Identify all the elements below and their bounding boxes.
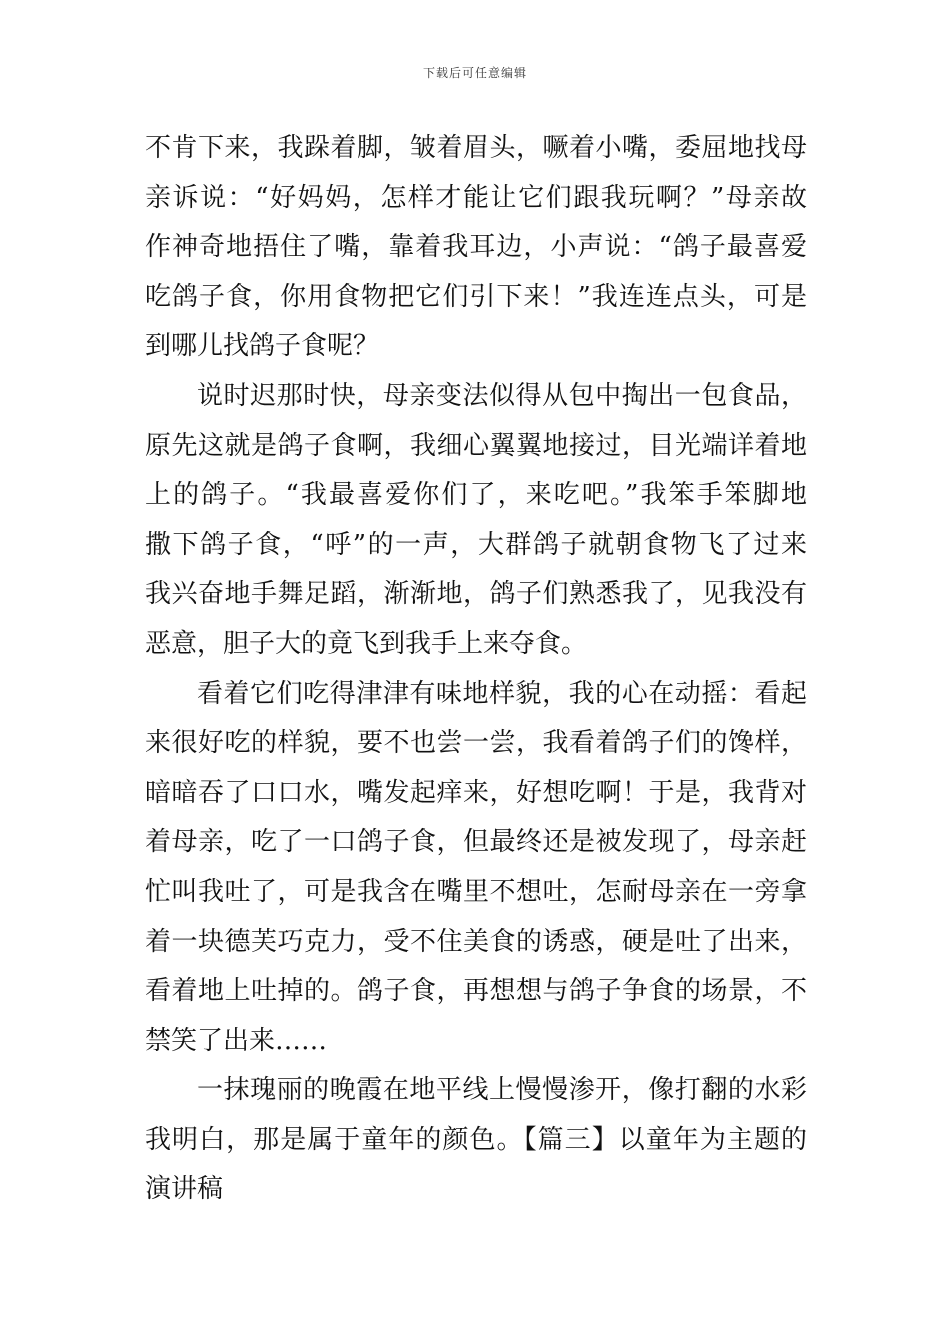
text-line: 原先这就是鸽子食啊，我细心翼翼地接过，目光端详着地: [145, 430, 807, 461]
document-body: [145, 124, 807, 1215]
text-line: 作神奇地捂住了嘴，靠着我耳边，小声说：“鸽子最喜爱: [145, 232, 807, 263]
text-line: 忙叫我吐了，可是我含在嘴里不想吐，怎耐母亲在一旁拿: [145, 876, 807, 907]
text-line: 来很好吃的样貌，要不也尝一尝，我看着鸽子们的馋样，: [145, 728, 807, 759]
page-header-note: 下载后可任意编辑: [422, 66, 527, 80]
paragraph: [145, 670, 807, 1067]
text-line: 着母亲，吃了一口鸽子食，但最终还是被发现了，母亲赶: [145, 827, 807, 858]
text-line: 说时迟那时快，母亲变法似得从包中掏出一包食品，: [197, 380, 807, 411]
text-line: 看着地上吐掉的。鸽子食，再想想与鸽子争食的场景，不: [145, 976, 807, 1007]
text-line: 我兴奋地手舞足蹈，渐渐地，鸽子们熟悉我了，见我没有: [145, 579, 807, 610]
text-line: 暗暗吞了口口水，嘴发起痒来，好想吃啊！于是，我背对: [145, 777, 807, 808]
text-line: 我明白，那是属于童年的颜色。【篇三】以童年为主题的: [145, 1124, 807, 1155]
text-line: 禁笑了出来……: [145, 1025, 328, 1056]
text-line: 吃鸽子食，你用食物把它们引下来！”我连连点头，可是: [145, 281, 807, 312]
text-line: 演讲稿: [145, 1174, 224, 1205]
text-line: 恶意，胆子大的竟飞到我手上来夺食。: [145, 628, 588, 659]
paragraph: [145, 372, 807, 670]
text-line: 撒下鸽子食，“呼”的一声，大群鸽子就朝食物飞了过来: [145, 529, 807, 560]
text-line: 一抹瑰丽的晚霞在地平线上慢慢渗开，像打翻的水彩: [197, 1075, 807, 1106]
text-line: 不肯下来，我跺着脚，皱着眉头，噘着小嘴，委屈地找母: [145, 133, 807, 163]
text-line: 到哪儿找鸽子食呢？: [145, 331, 380, 362]
paragraph: [145, 1066, 807, 1215]
text-line: 亲诉说：“好妈妈，怎样才能让它们跟我玩啊？”母亲故: [145, 182, 807, 213]
text-line: 着一块德芙巧克力，受不住美食的诱惑，硬是吐了出来，: [145, 926, 807, 957]
text-line: 看着它们吃得津津有味地样貌，我的心在动摇：看起: [197, 678, 807, 709]
text-line: 上的鸽子。“我最喜爱你们了，来吃吧。”我笨手笨脚地: [145, 480, 807, 511]
paragraph: [145, 124, 807, 372]
